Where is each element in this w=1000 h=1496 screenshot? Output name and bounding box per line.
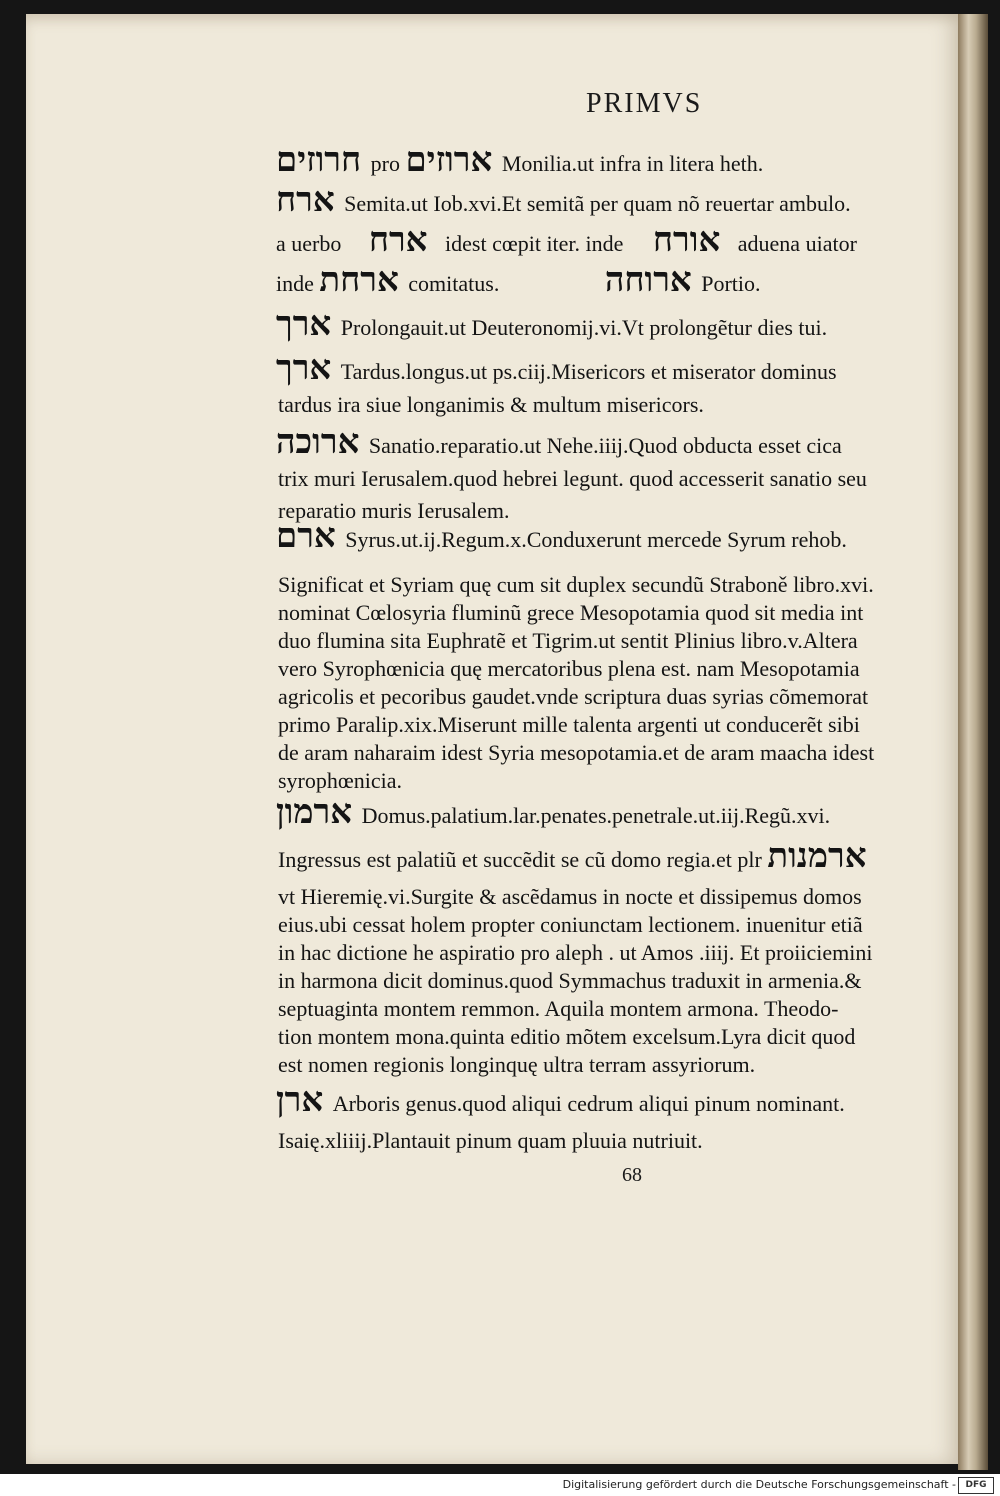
latin-text: est nomen regionis longinquę ultra terram assyriorum.	[278, 1052, 756, 1077]
text-line	[276, 304, 827, 344]
latin-text: inde	[276, 271, 314, 296]
latin-text: trix muri Ierusalem.quod hebrei legunt. quod accesserit sanatio seu	[278, 466, 867, 491]
latin-text: Prolongauit.ut Deuteronomij.vi.Vt prolongẽtur dies tui.	[340, 315, 828, 340]
text-line	[276, 516, 847, 556]
latin-text: Tardus.longus.ut ps.ciij.Misericors et miserator dominus	[340, 359, 837, 384]
text-line	[276, 220, 857, 260]
latin-text: Arboris genus.quod aliqui cedrum aliqui pinum nominant.	[332, 1091, 845, 1116]
latin-text: eius.ubi cessat holem propter coniunctam lectionem. inuenitur etiã	[278, 912, 863, 937]
text-line	[278, 996, 838, 1022]
latin-text: tion montem mona.quinta editio mõtem excelsum.Lyra dicit quod	[278, 1024, 856, 1049]
dfg-logo-icon: DFG	[958, 1477, 994, 1494]
text-line	[278, 912, 863, 938]
text-line	[278, 712, 860, 738]
latin-text: Isaię.xliiij.Plantauit pinum quam pluuia nutriuit.	[278, 1128, 703, 1153]
text-line	[278, 884, 862, 910]
text-line	[278, 836, 876, 876]
hebrew-word: ארך	[276, 304, 332, 344]
latin-text: in harmona dicit dominus.quod Symmachus traduxit in armenia.&	[278, 968, 862, 993]
hebrew-word: ארן	[276, 1080, 324, 1120]
text-line	[276, 180, 851, 220]
book-spine	[958, 14, 988, 1470]
text-line	[276, 140, 763, 180]
latin-text: pro	[370, 151, 400, 176]
hebrew-word: אורח	[652, 220, 721, 260]
latin-text: agricolis et pecoribus gaudet.vnde scriptura duas syrias cõmemorat	[278, 684, 869, 709]
latin-text: Ingressus est palatiũ et succẽdit se cũ domo regia.et plr	[278, 847, 762, 872]
text-line	[278, 1024, 855, 1050]
latin-text: a uerbo	[276, 231, 342, 256]
latin-text: syrophœnicia.	[278, 768, 403, 793]
text-line	[278, 572, 874, 598]
hebrew-word: ארמון	[276, 792, 353, 832]
latin-text: Portio.	[701, 271, 761, 296]
latin-text: vt Hieremię.vi.Surgite & ascẽdamus in nocte et dissipemus domos	[278, 884, 862, 909]
text-line	[278, 656, 860, 682]
book-page	[26, 14, 960, 1464]
latin-text: Domus.palatium.lar.penates.penetrale.ut.iij.Regũ.xvi.	[361, 803, 831, 828]
text-line	[278, 740, 874, 766]
hebrew-word: ארח	[276, 180, 335, 220]
text-line	[278, 628, 858, 654]
latin-text: Significat et Syriam quę cum sit duplex secundũ Straboně libro.xvi.	[278, 572, 874, 597]
hebrew-word: ארחת	[319, 260, 399, 300]
text-line	[278, 392, 704, 418]
hebrew-word: ארוחה	[604, 260, 692, 300]
latin-text: septuaginta montem remmon. Aquila montem armona. Theodo-	[278, 996, 839, 1021]
text-line	[278, 1052, 755, 1078]
hebrew-word: ארמנות	[767, 836, 867, 876]
running-head: PRIMVS	[586, 88, 703, 119]
latin-text: reparatio muris Ierusalem.	[278, 498, 510, 523]
hebrew-word: חרוזים	[276, 140, 362, 180]
hebrew-word: ארח	[368, 220, 428, 260]
latin-text: Sanatio.reparatio.ut Nehe.iiij.Quod obducta esset cica	[368, 433, 842, 458]
text-line	[278, 968, 862, 994]
text-line	[278, 600, 863, 626]
text-line	[278, 768, 402, 794]
text-line	[278, 940, 872, 966]
latin-text: aduena uiator	[737, 231, 857, 256]
text-line	[276, 792, 830, 832]
text-line	[278, 684, 868, 710]
hebrew-word: ארך	[276, 348, 332, 388]
text-line	[276, 260, 761, 300]
hebrew-word: ארם	[276, 516, 336, 556]
text-line	[276, 348, 837, 388]
latin-text: nominat Cœlosyria fluminũ grece Mesopotamia quod sit media int	[278, 600, 864, 625]
latin-text: idest cœpit iter. inde	[445, 231, 624, 256]
footer	[0, 1474, 1000, 1496]
footer-credit: Digitalisierung gefördert durch die Deutsche Forschungsgemeinschaft -	[562, 1478, 956, 1491]
text-line	[278, 1128, 703, 1154]
hebrew-word: ארוזים	[405, 140, 493, 180]
latin-text: de aram naharaim idest Syria mesopotamia.et de aram maacha idest	[278, 740, 875, 765]
latin-text: Semita.ut Iob.xvi.Et semitã per quam nõ reuertar ambulo.	[344, 191, 851, 216]
latin-text: comitatus.	[408, 271, 500, 296]
latin-text: in hac dictione he aspiratio pro aleph . ut Amos .iiij. Et proiiciemini	[278, 940, 873, 965]
latin-text: vero Syrophœnicia quę mercatoribus plena est. nam Mesopotamia	[278, 656, 860, 681]
latin-text: duo flumina sita Euphratẽ et Tigrim.ut sentit Plinius libro.v.Altera	[278, 628, 858, 653]
page-number: 68	[622, 1164, 642, 1186]
text-line	[276, 1080, 845, 1120]
text-line	[276, 422, 842, 462]
text-line	[278, 466, 867, 492]
hebrew-word: ארוכה	[276, 422, 360, 462]
latin-text: tardus ira siue longanimis & multum misericors.	[278, 392, 704, 417]
latin-text: Syrus.ut.ij.Regum.x.Conduxerunt mercede Syrum rehob.	[345, 527, 847, 552]
latin-text: Monilia.ut infra in litera heth.	[501, 151, 764, 176]
latin-text: primo Paralip.xix.Miserunt mille talenta argenti ut conducerẽt sibi	[278, 712, 860, 737]
